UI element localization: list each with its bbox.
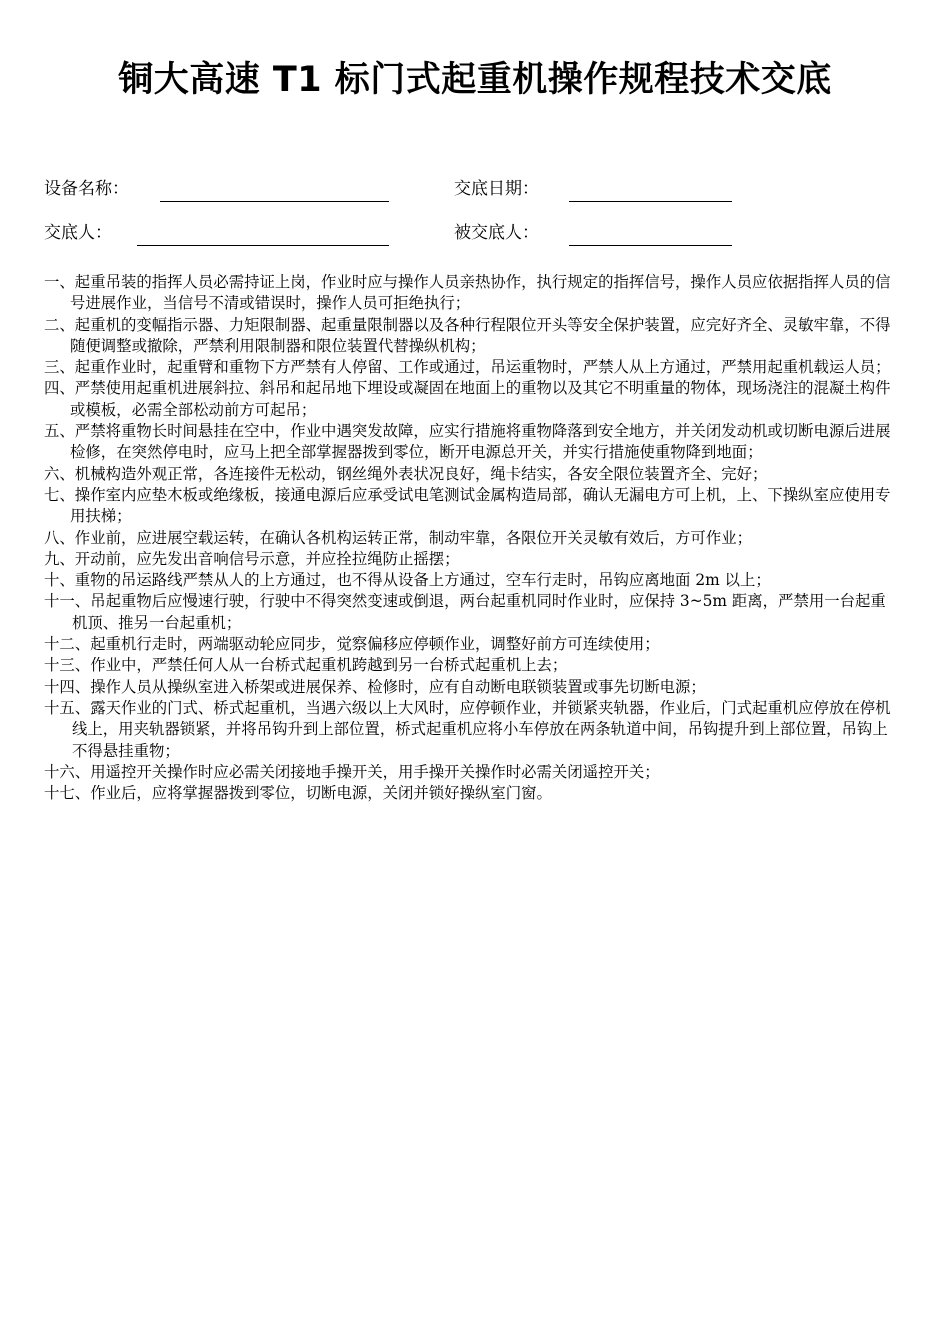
- item-text: 开动前，应先发出音响信号示意，并应拴拉绳防止摇摆；: [74, 549, 460, 568]
- receiver-field: [454, 218, 734, 246]
- list-item: [44, 549, 894, 570]
- equipment-name-blank[interactable]: [160, 201, 389, 202]
- list-item: [44, 783, 894, 804]
- item-text: 作业后，应将掌握器拨到零位，切断电源，关闭并锁好操纵室门窗。: [90, 784, 552, 803]
- handover-date-blank[interactable]: [569, 201, 732, 202]
- item-text: 作业前，应进展空载运转，在确认各机构运转正常，制动牢靠，各限位开关灵敏有效后，方可作业；: [74, 528, 752, 547]
- list-item: [44, 570, 894, 591]
- item-number: 十三、: [44, 656, 91, 675]
- item-number: 十六、: [44, 762, 91, 781]
- list-item: [44, 272, 894, 315]
- item-number: 八、: [44, 528, 75, 547]
- document-title: 铜大高速 T1 标门式起重机操作规程技术交底: [118, 60, 832, 100]
- item-text: 作业中，严禁任何人从一台桥式起重机跨越到另一台桥式起重机上去；: [90, 656, 568, 675]
- list-item: [44, 464, 894, 485]
- list-item: [44, 315, 894, 358]
- item-text: 起重作业时，起重臂和重物下方严禁有人停留、工作或通过，吊运重物时，严禁人从上方通过，严禁用起重机载运人员；: [74, 358, 891, 377]
- equipment-name-field: [44, 174, 389, 202]
- item-number: 六、: [44, 464, 75, 483]
- item-text: 起重吊装的指挥人员必需持证上岗，作业时应与操作人员亲热协作，执行规定的指挥信号，操作人员应依据指挥人员的信号进展作业，当信号不清或错误时，操作人员可拒绝执行；: [70, 273, 891, 313]
- handover-person-label: 交底人：: [44, 223, 112, 243]
- item-text: 严禁将重物长时间悬挂在空中，作业中遇突发故障，应实行措施将重物降落到安全地方，并关闭发动机或切断电源后进展检修，在突然停电时，应马上把全部掌握器拨到零位，断开电源总开关，并实行措施使重物降到地面；: [70, 422, 891, 462]
- list-item: [44, 634, 894, 655]
- item-text: 操作人员从操纵室进入桥架或进展保养、检修时，应有自动断电联锁装置或事先切断电源；: [90, 677, 706, 696]
- list-item: [44, 762, 894, 783]
- item-number: 一、: [44, 273, 75, 291]
- item-number: 五、: [44, 422, 75, 441]
- list-item: [44, 655, 894, 676]
- list-item: [44, 421, 894, 464]
- handover-person-blank[interactable]: [137, 245, 389, 246]
- item-number: 九、: [44, 549, 75, 568]
- item-text: 露天作业的门式、桥式起重机，当遇六级以上大风时，应停顿作业，并锁紧夹轨器，作业后，门式起重机应停放在停机线上，用夹轨器锁紧，并将吊钩升到上部位置，桥式起重机应将小车停放在两条轨道中间，吊钩提升到上部位置，吊钩上不得悬挂重物；: [72, 698, 891, 760]
- item-text: 机械构造外观正常，各连接件无松动，钢丝绳外表状况良好，绳卡结实，各安全限位装置齐全、完好；: [74, 464, 768, 483]
- handover-date-label: 交底日期：: [454, 179, 539, 199]
- item-number: 三、: [44, 358, 75, 377]
- equipment-name-label: 设备名称：: [44, 179, 129, 199]
- list-item: [44, 378, 894, 421]
- item-text: 操作室内应垫木板或绝缘板，接通电源后应承受试电笔测试金属构造局部，确认无漏电方可上机，上、下操纵室应使用专用扶梯；: [70, 485, 891, 526]
- list-item: [44, 591, 894, 634]
- item-number: 十四、: [44, 677, 91, 696]
- handover-date-field: [454, 174, 734, 202]
- list-item: [44, 528, 894, 549]
- item-number: 十五、: [44, 698, 91, 717]
- list-item: [44, 485, 894, 528]
- list-item: [44, 698, 894, 762]
- item-number: 十一、: [44, 592, 91, 611]
- handover-person-field: [44, 218, 389, 246]
- item-text: 起重机行走时，两端驱动轮应同步，觉察偏移应停顿作业，调整好前方可连续使用；: [90, 635, 660, 654]
- procedure-list: [44, 272, 894, 804]
- item-number: 十、: [44, 571, 75, 590]
- receiver-label: 被交底人：: [454, 223, 539, 243]
- item-number: 七、: [44, 485, 75, 504]
- item-text: 起重机的变幅指示器、力矩限制器、起重量限制器以及各种行程限位开头等安全保护装置，应完好齐全、灵敏牢靠，不得随便调整或撤除，严禁利用限制器和限位装置代替操纵机构；: [70, 315, 891, 355]
- item-text: 用遥控开关操作时应必需关闭接地手操开关，用手操开关操作时必需关闭遥控开关；: [90, 762, 660, 781]
- item-text: 吊起重物后应慢速行驶，行驶中不得突然变速或倒退，两台起重机同时作业时，应保持 3~5m 距离，严禁用一台起重机顶、推另一台起重机；: [72, 592, 886, 632]
- item-number: 二、: [44, 315, 75, 334]
- item-number: 四、: [44, 379, 75, 398]
- receiver-blank[interactable]: [569, 245, 732, 246]
- list-item: [44, 677, 894, 698]
- item-number: 十七、: [44, 784, 91, 803]
- item-text: 重物的吊运路线严禁从人的上方通过，也不得从设备上方通过，空车行走时，吊钩应离地面 2m 以上；: [74, 571, 771, 590]
- item-number: 十二、: [44, 635, 91, 654]
- list-item: [44, 357, 894, 378]
- item-text: 严禁使用起重机进展斜拉、斜吊和起吊地下埋设或凝固在地面上的重物以及其它不明重量的物体，现场浇注的混凝土构件或模板，必需全部松动前方可起吊；: [70, 379, 891, 419]
